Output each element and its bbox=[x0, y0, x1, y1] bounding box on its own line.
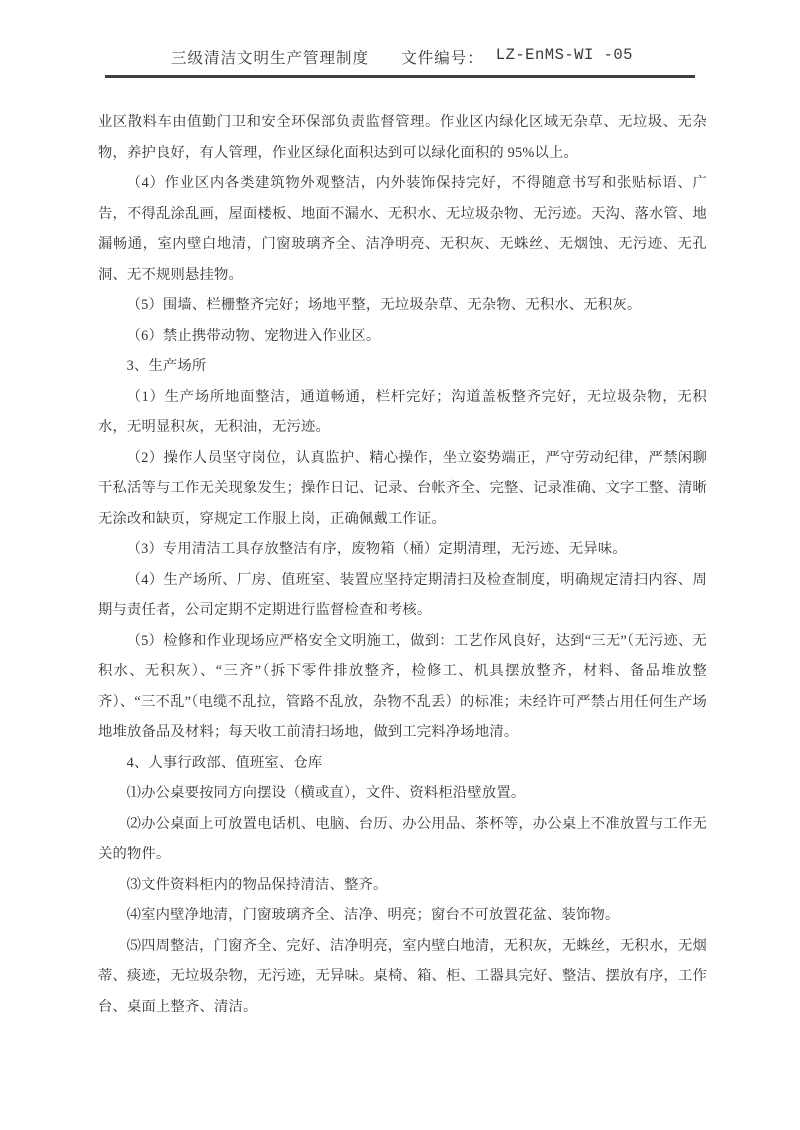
paragraph: （1）生产场所地面整洁，通道畅通，栏杆完好；沟道盖板整齐完好，无垃圾杂物，无积水，无明显积灰，无积油，无污迹。 bbox=[98, 388, 707, 435]
paragraph: ⑶文件资料柜内的物品保持清洁、整齐。 bbox=[126, 876, 388, 893]
paragraph: （2）操作人员坚守岗位，认真监护、精心操作，坐立姿势端正，严守劳动纪律，严禁闲聊干私活等与工作无关现象发生；操作日记、记录、台帐齐全、完整、记录准确、文字工整、清晰无涂改和缺页，穿规定工作服上岗，正确佩戴工作证。 bbox=[98, 449, 707, 527]
file-number-label: 文件编号： bbox=[401, 50, 484, 67]
paragraph: ⑴办公桌要按同方向摆设（横或直），文件、资料柜沿壁放置。 bbox=[126, 785, 526, 801]
paragraph: （5）围墙、栏栅整齐完好；场地平整，无垃圾杂草、无杂物、无积水、无积灰。 bbox=[126, 297, 642, 313]
paragraph: 4、人事行政部、值班室、仓库 bbox=[126, 754, 323, 771]
document-header bbox=[0, 0, 800, 78]
paragraph: 业区散料车由值勤门卫和安全环保部负责监督管理。作业区内绿化区域无杂草、无垃圾、无杂物，养护良好，有人管理，作业区绿化面积达到可以绿化面积的 95%以上。 bbox=[98, 114, 707, 161]
header-row bbox=[105, 46, 695, 75]
header-divider bbox=[105, 75, 695, 78]
doc-title: 三级清洁文明生产管理制度 bbox=[171, 50, 370, 67]
document-body bbox=[98, 107, 707, 1022]
paragraph: 3、生产场所 bbox=[126, 358, 207, 374]
paragraph: （4）作业区内各类建筑物外观整洁，内外装饰保持完好，不得随意书写和张贴标语、广告，不得乱涂乱画，屋面楼板、地面不漏水、无积水、无垃圾杂物、无污迹。天沟、落水管、地漏畅通，室内壁白地清，门窗玻璃齐全、洁净明亮、无积灰、无蛛丝、无烟蚀、无污迹、无孔洞、无不规则悬挂物。 bbox=[98, 175, 707, 283]
file-number bbox=[401, 46, 633, 68]
paragraph: （4）生产场所、厂房、值班室、装置应坚持定期清扫及检查制度，明确规定清扫内容、周期与责任者，公司定期不定期进行监督检查和考核。 bbox=[98, 571, 707, 618]
paragraph: ⑵办公桌面上可放置电话机、电脑、台历、办公用品、茶杯等，办公桌上不准放置与工作无关的物件。 bbox=[98, 815, 707, 862]
paragraph: ⑸四周整洁，门窗齐全、完好、洁净明亮，室内壁白地清，无积灰，无蛛丝，无积水，无烟蒂、痰迹，无垃圾杂物，无污迹，无异味。桌椅、箱、柜、工器具完好、整洁、摆放有序，工作台、桌面上整齐、清洁。 bbox=[98, 937, 707, 1015]
file-number-value: LZ-EnMS-WI -05 bbox=[495, 46, 633, 64]
paragraph: ⑷室内壁净地清，门窗玻璃齐全、洁净、明亮；窗台不可放置花盆、装饰物。 bbox=[126, 907, 620, 923]
paragraph: （6）禁止携带动物、宠物进入作业区。 bbox=[126, 327, 381, 344]
paragraph: （5）检修和作业现场应严格安全文明施工，做到：工艺作风良好，达到“三无”（无污迹、无积水、无积灰）、“三齐”（拆下零件排放整齐，检修工、机具摆放整齐，材料、备品堆放整齐）、“三不乱”（电缆不乱拉，管路不乱放，杂物不乱丢）的标准；未经许可严禁占用任何生产场地堆放备品及材料；每天收工前清扫场地，做到工完料净场地清。 bbox=[98, 632, 707, 740]
paragraph: （3）专用清洁工具存放整洁有序，废物箱（桶）定期清理，无污迹、无异味。 bbox=[126, 541, 627, 557]
